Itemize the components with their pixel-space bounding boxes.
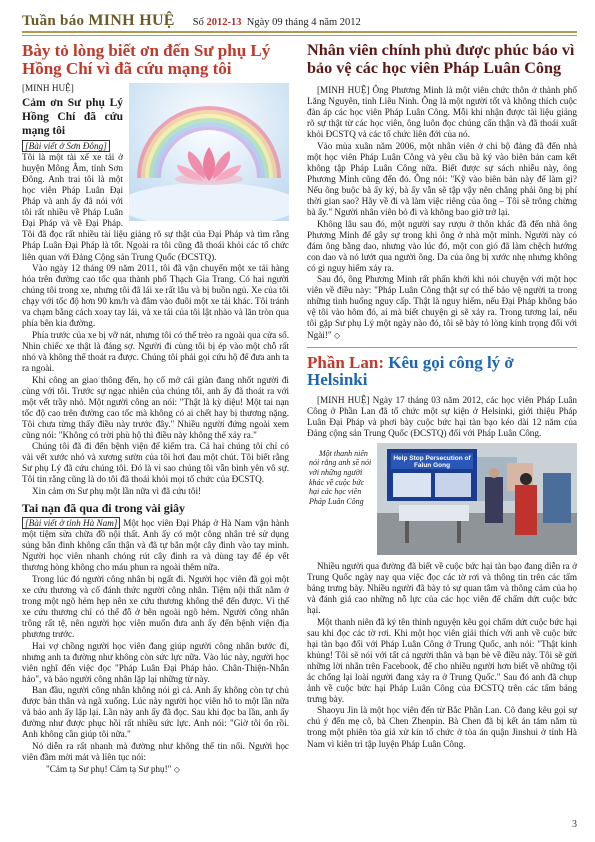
article1-paragraph-6: Xin cảm ơn Sư phụ một lần nữa vì đã cứu tôi! bbox=[32, 486, 202, 496]
article4-paragraph-4: Shaoyu Jin là một học viên đến từ Bắc Phần Lan. Cô đang kêu gọi sự chú ý đến mẹ cô, bà Chen Zhenpin. Bà Chen đã bị kết án tám năm tù trong một phiên tòa giả xử kín tổ chức ở tòa án quận Jinshui ở tỉnh Hà Nam vì kiên trì tập luyện Pháp Luân Công. bbox=[307, 705, 577, 749]
article2-paragraph-3: Hai vợ chồng người học viên đang giúp người công nhân bước đi, nhưng anh ta đường như không còn sức lực nữa. Vào lúc này, người học viên nghĩ đến việc đọc "Pháp Luân Đại Pháp hảo. Chân-Thiện-Nhẫn hảo", và bảo người công nhân lặp lại những từ này. bbox=[22, 640, 289, 684]
article2-paragraph-4: Ban đầu, người công nhân không nói gì cả. Anh ấy không còn tự chủ được bản thân và ngã xuống. Lúc này người học viên hô to một lần nữa và bảo anh ấy lặp lại. Lần này anh ấy đã đọc. Sau khi đọc ba lần, anh ấy đường như được phục hồi rất nhiều sức lực. Anh nói: "Giờ tôi ổn rồi. Anh không cần giúp tôi nữa." bbox=[22, 685, 289, 740]
article2-paragraph-2: Trong lúc đó người công nhân bị ngất đi. Người học viên đã gọi một xe cứu thương và cố đánh thức người công nhân. Tiệm nội thất nằm ở trong một ngõ hẻm hẹp nên xe cứu thương không thể đến được. Vì thế xe cứu thương chỉ có thể đỗ ở bên ngoài ngõ hẻm. Người công nhân trông rất tệ, nên người học viên muốn đưa anh ấy đến bệnh viện địa phương trước. bbox=[22, 573, 289, 640]
right-column bbox=[307, 42, 577, 750]
end-mark-icon: ◇ bbox=[173, 764, 180, 774]
masthead-rule-thin bbox=[22, 35, 577, 36]
helsinki-event-photo bbox=[307, 443, 577, 555]
masthead-rule bbox=[22, 31, 577, 33]
article2-byline: [Bài viết ở tỉnh Hà Nam] bbox=[22, 517, 120, 529]
article3-paragraph-2: Vào mùa xuân năm 2006, một nhân viên ở chi bộ đảng đã đến nhà một học viên Pháp Luân Công và yêu cầu bà ký vào biên bản cam kết không tập Pháp Luân Công nữa. Biết được sự sách nhiễu này, ông Phương Minh cũng đến đó. Ông nói: "Kỹ vào biên bản này để làm gì? Nếu ông buộc bà ấy ký, bà ấy vẫn sẽ tập vậy nên chẳng phải ông bị phí thời gian sao? Hãy về đi và làm việc riêng của ông – Tôi sẽ trông chừng bà ấy." Người nhân viên bỏ đi và không bao giờ trở lại. bbox=[307, 140, 577, 218]
end-mark-icon: ◇ bbox=[333, 330, 341, 340]
article4-headline: Phần Lan: Kêu gọi công lý ở Helsinki bbox=[307, 352, 514, 390]
issue-info: Số 2012-13 Ngày 09 tháng 4 năm 2012 bbox=[192, 17, 361, 28]
left-column bbox=[22, 42, 289, 775]
article1-source: [MINH HUỆ] bbox=[22, 83, 74, 93]
photo-caption: Một thanh niên nói rằng anh sẽ nói với những người khác về cuộc bức hại các học viên Pháp Luân Công bbox=[309, 448, 372, 506]
article3-paragraph-1: [MINH HUỆ] Ông Phương Minh là một viên chức thôn ở thành phố Lăng Nguyên, tỉnh Liêu Ninh. Ông là một người tốt và không thích cuộc đàn áp các học viên Pháp Luân Công. Mỗi khi nhận được tài liệu giảng rõ sự thật từ các học viên, ông luôn đọc chúng cẩn thận và đã thoái xuất khỏi ĐCSTQ và các tổ chức liên đới của nó. bbox=[307, 85, 577, 140]
article2-paragraph-5: Nó diễn ra rất nhanh mà đường như không thể tin nổi. Người học viên đầm mời mát và liên tục nói: bbox=[22, 740, 289, 763]
article1-subhead: Cảm ơn Sư phụ Lý Hồng Chí đã cứu mạng tôi bbox=[22, 97, 123, 138]
article4-paragraph-2: Nhiều người qua đường đã biết về cuộc bức hại tàn bạo đang diễn ra ở Trung Quốc ngày nay qua việc đọc các tờ rơi và thông tin trên các tấm bảng trưng bày. Nhiều người đã bày tỏ sự quan tâm và thông cảm của họ và đánh giá cao những nỗ lực của các học viên để chấm dứt cuộc bức hại. bbox=[307, 560, 577, 615]
article1-paragraph-1: [Bài viết ở Sơn Đông] Tôi là một tài xế xe tải ở huyện Mông Âm, tỉnh Sơn Đông. Anh trai tôi là một học viên Pháp Luân Đại Pháp và anh ấy đã nói với tôi rất nhiều về Pháp Luân Đại Pháp và về Đại Pháp. Tôi đã đọc rất nhiều tài liệu giảng rõ sự thật của Đại Pháp và tìm rằng Pháp Luân Đại Pháp là tốt. Ngoài ra tôi cũng đã thoái khỏi các tổ chức liên quan với Đảng Cộng sản Trung Quốc (ĐCSTQ). bbox=[22, 141, 289, 262]
article2-paragraph-6: "Cảm tạ Sư phụ! Cảm tạ Sư phụ!" ◇ bbox=[46, 763, 180, 774]
article2-paragraph-1: [Bài viết ở tỉnh Hà Nam] Một học viên Đại Pháp ở Hà Nam vận hành một tiệm sửa chữa đồ nội thất. Anh ấy có một công nhân trẻ sử dụng súng bắn đinh không cẩn thận và đã tự bắn một cây đinh vào tay mình. Người học viên nhanh chóng rút cây đinh ra và dùng tay để ép vết thương hòng không cho máu phun ra ngoài thêm nữa. bbox=[22, 518, 289, 573]
article4-paragraph-3: Một thanh niên đã ký tên thỉnh nguyện kêu gọi chấm dứt cuộc bức hại sau khi đọc các tờ rơi. Khi một học viên giải thích với anh về cuộc bức hại tàn bạo đối với Pháp Luân Công ở Trung Quốc, anh nói: "Thật kinh khủng! Tôi sẽ nói với tất cả người thân và bạn bè về điều này. Tôi sẽ gửi những lời nhắn trên Facebook, để cho nhiều người hơn biết về những tội ác chống lại loài người đang xảy ra ở Trung Quốc." Sau đó anh đã chụp ảnh về cuộc bức hại Pháp Luân Công của ĐCSTQ trên các tấm bảng trưng bày. bbox=[307, 616, 577, 704]
article2-subhead: Tai nạn đã qua đi trong vài giây bbox=[22, 501, 186, 516]
article1-paragraph-5: Chúng tôi đã đi đến bệnh viện để kiểm tra. Cả hai chúng tôi chỉ có vài vết xước nhỏ và xương sườn của tôi hơi đau một chút. Tôi biết rằng Sư phụ Lý đã cứu chúng tôi. Đó là vì sao chúng tôi vẫn bình yên vô sự. Tôi tin rằng cũng là do tôi đã thoái khỏi mọi tổ chức của ĐCSTQ. bbox=[22, 441, 289, 485]
article1-headline: Bày tỏ lòng biết ơn đến Sư phụ Lý Hồng Chí vì đã cứu mạng tôi bbox=[22, 41, 271, 78]
article3-paragraph-4: Sau đó, ông Phương Minh rất phấn khởi khi nói chuyện với một học viên về điều này: "Pháp Luân Công thật sự có thể bảo vệ người ta trong những tình huống nguy cấp. Thật là nguy hiểm, nếu Đại Pháp không bảo vệ tôi vào hôm đó, ai mà biết chuyện gì sẽ xảy ra. Trong tương lai, nếu tôi gặp Sư phụ Lý một ngày nào đó, tôi sẽ bày tỏ lòng kính trọng đối với Ngài!" ◇ bbox=[307, 274, 577, 340]
lotus-rainbow-image bbox=[129, 83, 289, 221]
article4-paragraph-1: [MINH HUỆ] Ngày 17 tháng 03 năm 2012, các học viên Pháp Luân Công ở Phần Lan đã tổ chức một sự kiện ở Helsinki, giới thiệu Pháp Luân Đại Pháp và phơi bày cuộc bức hại tàn bạo kéo dài 12 năm của Đảng cộng sản Trung Quốc (ĐCSTQ) đối với Pháp Luân Công. bbox=[307, 394, 577, 438]
article1-paragraph-2: Vào ngày 12 tháng 09 năm 2011, tôi đã vận chuyển một xe tải hàng hóa trên đường cao tốc qua thành phố Thạch Gia Trang. Có hai người chúng tôi trong xe, nhưng tôi đã lái xe rất lâu và bị buồn ngủ. Xe của tôi chạy với tốc độ hơn 90 km/h và đâm vào đuôi một xe tải khác. Tôi tránh va chạm bằng cách xoay tay lái, và xe tải của tôi lật nhào và lăn tròn qua phía bên kia đường. bbox=[22, 263, 289, 329]
article-divider bbox=[307, 347, 577, 348]
lotus-rainbow-illustration bbox=[129, 83, 289, 221]
article1-paragraph-3: Phía trước của xe bị vỡ nát, nhưng tôi có thể trèo ra ngoài qua cửa sổ. Nhìn chiếc xe thật là đáng sợ. Người đi cùng tôi bị ép vào một chỗ rất nhỏ và không thể thoát ra được. Chúng tôi phải gọi cứu hộ để đưa anh ta ra ngoài. bbox=[22, 329, 289, 373]
article1-byline: [Bài viết ở Sơn Đông] bbox=[22, 140, 110, 152]
masthead bbox=[22, 10, 577, 30]
publication-brand: Tuần báo MINH HUỆ bbox=[22, 12, 175, 29]
photo-banner-text: Help Stop Persecution of Falun Gong bbox=[393, 454, 471, 469]
photo-caption-box bbox=[309, 449, 375, 507]
article3-headline: Nhân viên chính phủ được phúc báo vì bảo vệ các học viên Pháp Luân Công bbox=[307, 41, 575, 77]
article3-paragraph-3: Không lâu sau đó, một người say rượu ở thôn khác đã đến nhà ông Phương Minh để gây sự trong khi ông ở nhà một mình. Người này có đám ông bằng dao, nhưng vào lúc đó, một con gió đã làm chệch hướng con dao và nó lướt qua người ông. Da của ông bị xước nhẹ nhưng không có gì nguy hiểm xảy ra. bbox=[307, 218, 577, 273]
page-number: 3 bbox=[572, 819, 577, 830]
article1-paragraph-4: Khi công an giao thông đến, họ cố mở cái giàn đang nhốt người đi cùng với tôi. Trước sự ngạc nhiên của chúng tôi, anh ấy đã thoát ra với một vết trầy nhỏ. Một người công an nói: "Thật là kỳ diệu! Một tai nạn tốc độ cao trên đường cao tốc mà không có ai chết hay bị thương nặng. Tôi chưa từng thấy điều này trước đây." Nhiều người đứng ngoài xem cũng nói: "Không có trời phù hộ thì điều này không thể xảy ra." bbox=[22, 374, 289, 440]
